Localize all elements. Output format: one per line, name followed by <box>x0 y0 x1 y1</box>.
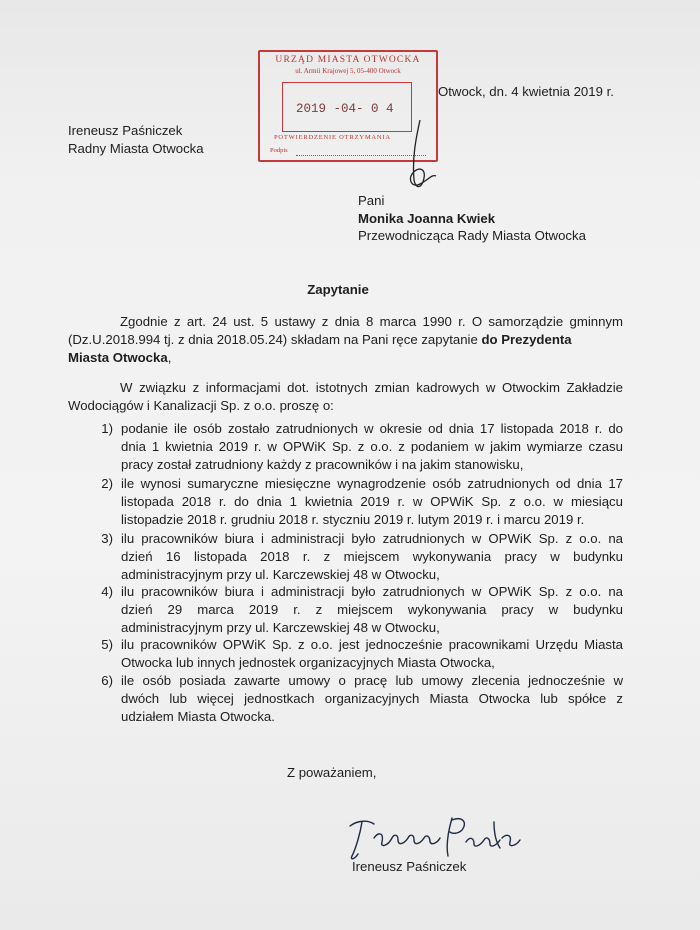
sender-name: Ireneusz Paśniczek <box>68 123 183 138</box>
item-2-number: 2) <box>101 476 113 491</box>
item-6-line-3: udziałem Miasta Otwocka. <box>121 709 275 724</box>
item-4-number: 4) <box>101 584 113 599</box>
item-1-number: 1) <box>101 421 113 436</box>
letter-heading: Zapytanie <box>307 282 369 297</box>
intro-line-2-text: (Dz.U.2018.994 tj. z dnia 2018.05.24) składam na Pani ręce zapytanie <box>68 332 482 347</box>
signature-name: Ireneusz Paśniczek <box>352 859 467 874</box>
stamp-sign-label: Podpis <box>270 147 288 154</box>
place-date: Otwock, dn. 4 kwietnia 2019 r. <box>438 84 614 99</box>
item-3-number: 3) <box>101 531 113 546</box>
stamp-confirmation: POTWIERDZENIE OTRZYMANIA <box>274 134 391 141</box>
recipient-salutation: Pani <box>358 193 385 208</box>
stamp-title: URZĄD MIASTA OTWOCKA <box>275 55 421 65</box>
item-1-line-2: dnia 1 kwietnia 2019 r. w OPWiK Sp. z o.o. z podaniem w jakim wymiarze czasu <box>121 439 623 454</box>
stamp-address: ul. Armii Krajowej 5, 05-400 Otwock <box>295 67 401 75</box>
stamp-initials <box>398 118 448 198</box>
item-3-line-1: ilu pracowników biura i administracji było zatrudnionych w OPWiK Sp. z o.o. na <box>121 531 623 546</box>
item-5-number: 5) <box>101 637 113 652</box>
intro-line-3 <box>68 349 171 367</box>
item-4-line-3: administracyjnym przy ul. Karczewskiej 48 w Otwocku, <box>121 620 440 635</box>
sender-title: Radny Miasta Otwocka <box>68 141 204 156</box>
closing: Z poważaniem, <box>287 765 377 780</box>
item-3-line-2: dzień 16 listopada 2018 r. z miejscem wykonywania pracy w budynku <box>121 549 623 564</box>
item-5-line-1: ilu pracowników OPWiK Sp. z o.o. jest jednocześnie pracownikami Urzędu Miasta <box>121 637 623 652</box>
item-1-line-1: podanie ile osób zostało zatrudnionych w okresie od dnia 17 listopada 2018 r. do <box>121 421 623 436</box>
item-6-line-1: ile osób posiada zawarte umowy o pracę lub umowy zlecenia jednocześnie w <box>121 673 623 688</box>
item-4-line-2: dzień 29 marca 2019 r. z miejscem wykonywania pracy w budynku <box>121 602 623 617</box>
item-1-line-3: pracy został zatrudniony każdy z pracowników i na jakim stanowisku, <box>121 457 524 472</box>
item-6-number: 6) <box>101 673 113 688</box>
intro-line-3-bold: Miasta Otwocka <box>68 350 168 365</box>
handwritten-signature <box>344 808 524 864</box>
item-2-line-2: listopada 2018 r. do dnia 1 kwietnia 2019 r. w OPWiK Sp. z o.o. w miesiącu <box>121 494 623 509</box>
context-line-1: W związku z informacjami dot. istotnych zmian kadrowych w Otwockim Zakładzie <box>120 380 623 395</box>
stamp-date: 2019 -04- 0 4 <box>296 102 394 116</box>
intro-line-3-tail: , <box>167 350 172 365</box>
recipient-role: Przewodnicząca Rady Miasta Otwocka <box>358 228 586 243</box>
item-2-line-3: listopadzie 2018 r. grudniu 2018 r. styczniu 2019 r. lutym 2019 r. i marcu 2019 r. <box>121 512 585 527</box>
item-4-line-1: ilu pracowników biura i administracji było zatrudnionych w OPWiK Sp. z o.o. na <box>121 584 623 599</box>
recipient-name: Monika Joanna Kwiek <box>358 211 496 226</box>
intro-line-2 <box>68 331 572 349</box>
item-3-line-3: administracyjnym przy ul. Karczewskiej 48 w Otwocku, <box>121 567 440 582</box>
item-5-line-2: Otwocka lub innych jednostek organizacyjnych Miasta Otwocka, <box>121 655 495 670</box>
context-line-2: Wodociągów i Kanalizacji Sp. z o.o. proszę o: <box>68 398 334 413</box>
intro-line-2-bold: do Prezydenta <box>481 332 572 347</box>
item-2-line-1: ile wynosi sumaryczne miesięczne wynagrodzenie osób zatrudnionych od dnia 17 <box>121 476 623 491</box>
intro-line-1: Zgodnie z art. 24 ust. 5 ustawy z dnia 8 marca 1990 r. O samorządzie gminnym <box>120 314 623 329</box>
item-6-line-2: dwóch lub więcej jednostkach organizacyjnych Miasta Otwocka lub spółce z <box>121 691 623 706</box>
